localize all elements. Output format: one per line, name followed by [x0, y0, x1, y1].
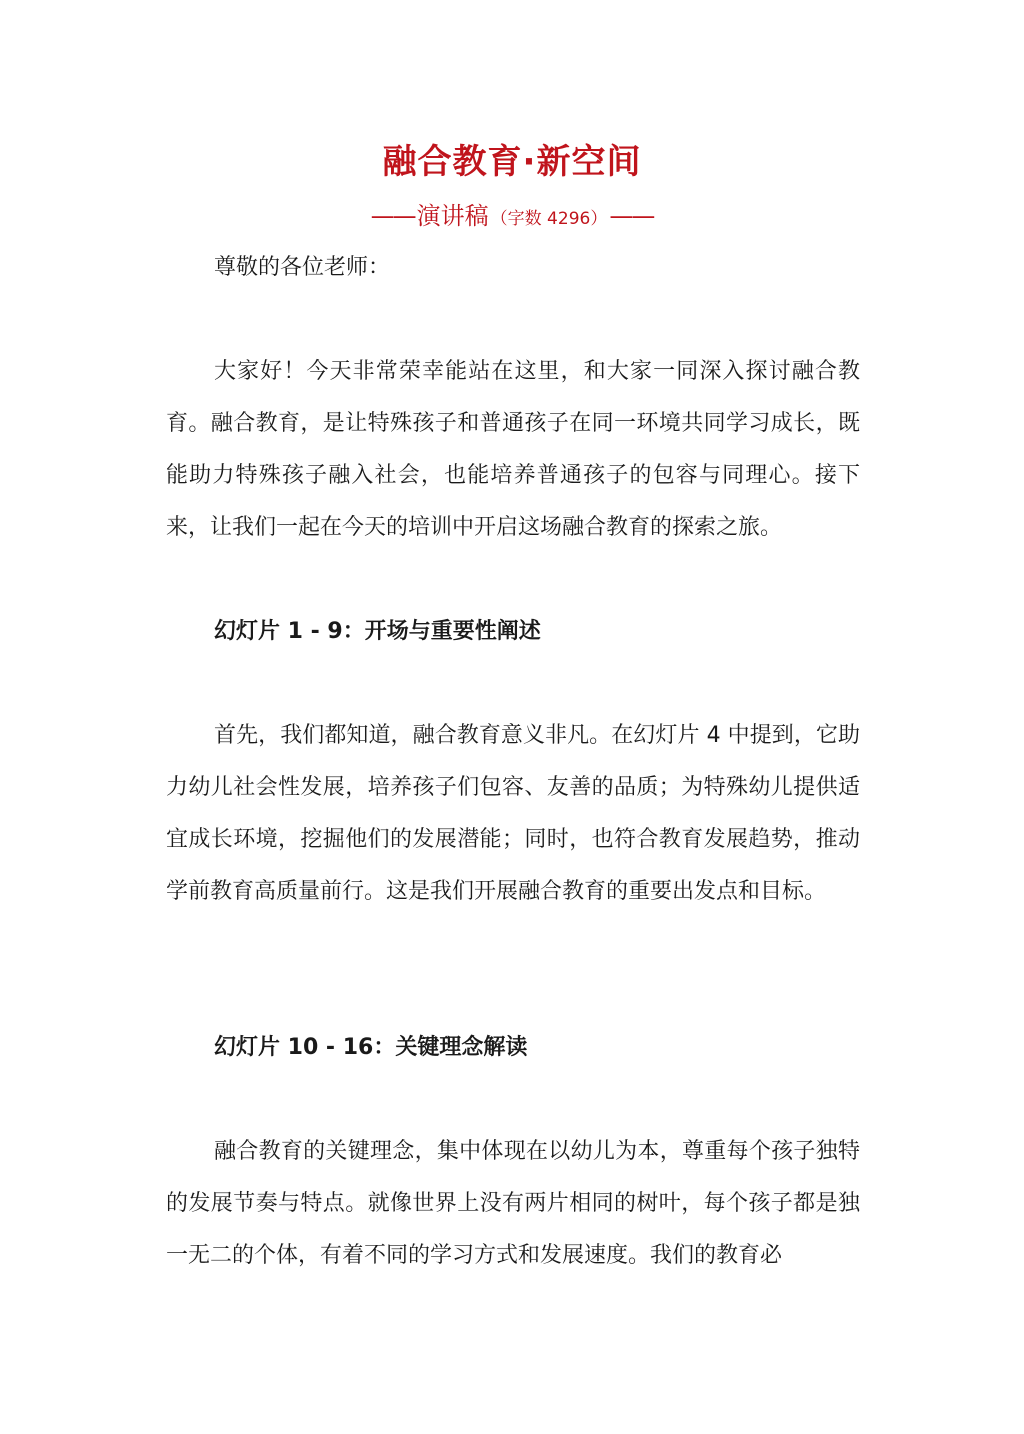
greeting-block — [166, 242, 860, 294]
section-body: 融合教育的关键理念，集中体现在以幼儿为本，尊重每个孩子独特的发展节奏与特点。就像世界上没有两片相同的树叶，每个孩子都是独一无二的个体，有着不同的学习方式和发展速度。我们的教育必 — [166, 1139, 860, 1268]
section-2-heading-block — [166, 1022, 860, 1074]
subtitle-main: 演讲稿 — [416, 202, 489, 230]
subtitle-word-count: （字数 4296） — [490, 209, 608, 229]
document-subtitle — [0, 196, 1024, 239]
section-1-body-block — [166, 710, 860, 918]
intro-paragraph-block — [166, 346, 860, 554]
greeting-text: 尊敬的各位老师： — [214, 255, 391, 280]
intro-paragraph: 大家好！今天非常荣幸能站在这里，和大家一同深入探讨融合教育。融合教育，是让特殊孩子和普通孩子在同一环境共同学习成长，既能助力特殊孩子融入社会，也能培养普通孩子的包容与同理心。接下来，让我们一起在今天的培训中开启这场融合教育的探索之旅。 — [166, 359, 860, 540]
subtitle-dash-right: —— — [609, 202, 654, 230]
section-body: 首先，我们都知道，融合教育意义非凡。在幻灯片 4 中提到，它助力幼儿社会性发展，培养孩子们包容、友善的品质；为特殊幼儿提供适宜成长环境，挖掘他们的发展潜能；同时，也符合教育发展趋势，推动学前教育高质量前行。这是我们开展融合教育的重要出发点和目标。 — [166, 723, 860, 904]
section-2-body-block — [166, 1126, 860, 1282]
subtitle-dash-left: —— — [370, 202, 415, 230]
document-title: 融合教育·新空间 — [382, 142, 642, 182]
section-heading: 幻灯片 10 - 16：关键理念解读 — [214, 1035, 528, 1060]
section-1-heading-block — [166, 606, 860, 658]
section-heading: 幻灯片 1 - 9：开场与重要性阐述 — [214, 619, 541, 644]
